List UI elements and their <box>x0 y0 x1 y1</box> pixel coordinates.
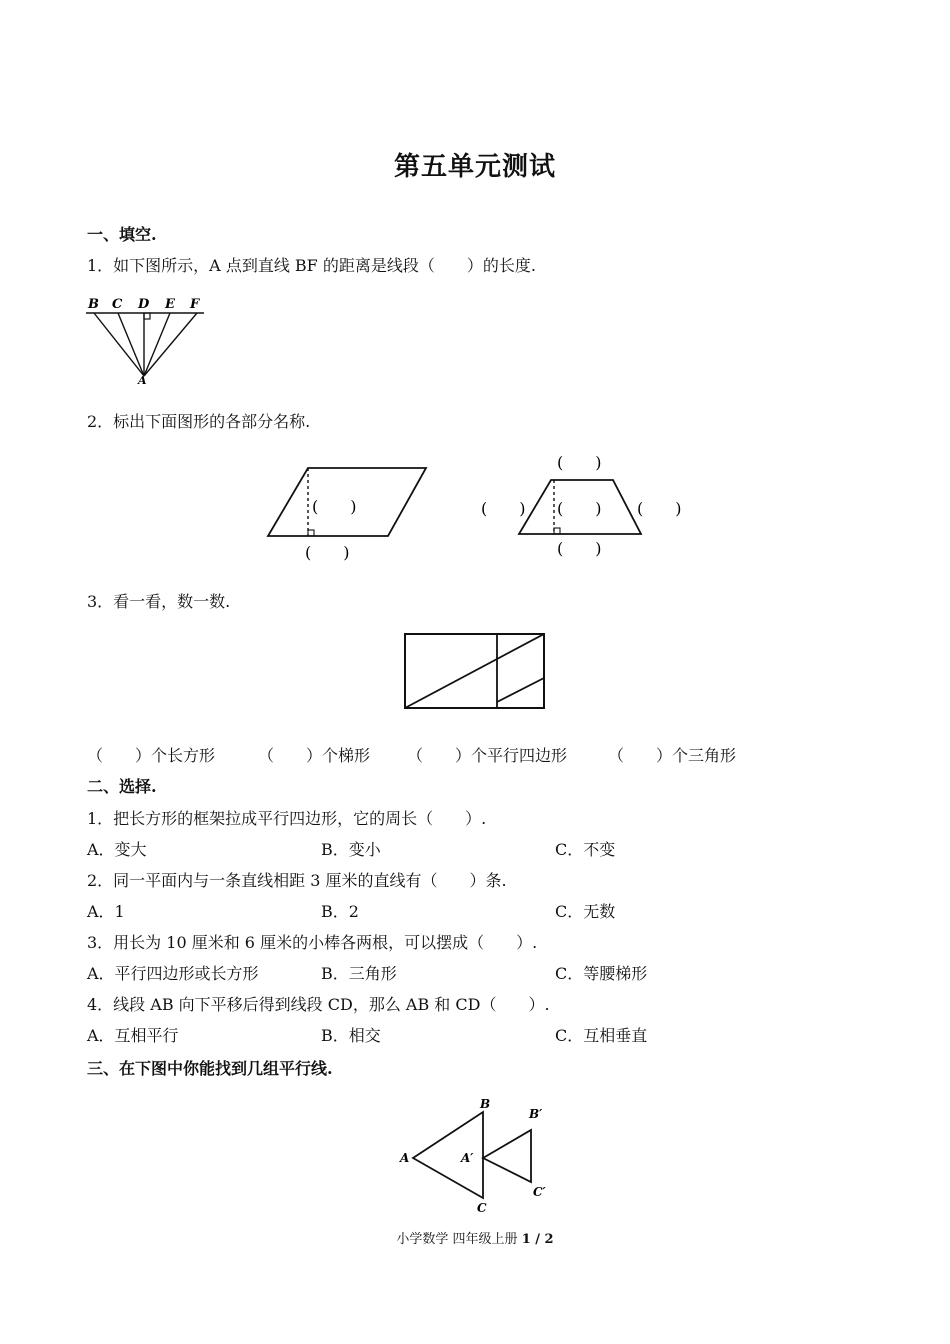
q2-2-option-b: B．2 <box>321 902 359 921</box>
figure-translated-triangles <box>395 1092 560 1222</box>
section-1-heading: 一、填空. <box>87 225 157 244</box>
q2-2-option-a: A．1 <box>87 902 125 921</box>
trapezoid-count-blank: （ ）个梯形 <box>258 746 371 765</box>
q2-3-option-c: C．等腰梯形 <box>555 964 648 983</box>
question-2-2: 2．同一平面内与一条直线相距 3 厘米的直线有（ ）条. <box>87 871 507 890</box>
point-label-a: A <box>138 374 147 386</box>
q2-3-option-a: A．平行四边形或长方形 <box>87 964 259 983</box>
figure-perpendicular-lines <box>82 294 212 386</box>
point-label-c: C <box>112 297 123 312</box>
section-2-heading: 二、选择. <box>87 777 157 796</box>
q2-4-option-b: B．相交 <box>321 1026 381 1045</box>
trapezoid-height-blank: ( ) <box>557 499 602 518</box>
question-1-1: 1．如下图所示，A 点到直线 BF 的距离是线段（ ）的长度. <box>87 256 536 275</box>
triangle-label-a-prime: A′ <box>461 1151 474 1165</box>
point-label-b: B <box>88 297 99 312</box>
rectangle-count-blank: （ ）个长方形 <box>87 746 216 765</box>
question-1-2: 2．标出下面图形的各部分名称. <box>87 412 311 431</box>
parallelogram-base-blank: ( ) <box>305 543 350 562</box>
figure-count-shapes <box>400 628 550 714</box>
question-2-3: 3．用长为 10 厘米和 6 厘米的小棒各两根，可以摆成（ ）. <box>87 933 538 952</box>
q2-2-option-c: C．无数 <box>555 902 616 921</box>
q2-1-option-b: B．变小 <box>321 840 381 859</box>
q2-1-option-a: A．变大 <box>87 840 147 859</box>
parallelogram-height-blank: ( ) <box>312 497 357 516</box>
point-label-f: F <box>190 297 200 312</box>
q2-4-option-c: C．互相垂直 <box>555 1026 648 1045</box>
page-number: 1 / 2 <box>521 1232 554 1247</box>
point-label-d: D <box>138 297 150 312</box>
section-3-heading: 三、在下图中你能找到几组平行线. <box>87 1059 333 1078</box>
page-footer <box>0 1228 950 1247</box>
question-1-3: 3．看一看，数一数. <box>87 592 231 611</box>
triangle-label-a: A <box>400 1151 410 1165</box>
trapezoid-bottom-blank: ( ) <box>557 539 602 558</box>
trapezoid-left-blank: ( ) <box>481 499 526 518</box>
question-2-4: 4．线段 AB 向下平移后得到线段 CD，那么 AB 和 CD（ ）. <box>87 995 550 1014</box>
q2-3-option-b: B．三角形 <box>321 964 397 983</box>
question-2-1: 1．把长方形的框架拉成平行四边形，它的周长（ ）. <box>87 809 487 828</box>
footer-text: 小学数学 四年级上册 <box>396 1232 518 1247</box>
q2-1-option-c: C．不变 <box>555 840 616 859</box>
triangle-label-c: C <box>477 1201 487 1215</box>
triangle-label-c-prime: C′ <box>533 1185 546 1199</box>
page-title: 第五单元测试 <box>393 152 556 182</box>
triangle-label-b-prime: B′ <box>529 1107 543 1121</box>
figure-trapezoid <box>475 450 695 565</box>
figure-parallelogram <box>262 462 432 562</box>
trapezoid-top-blank: ( ) <box>557 453 602 472</box>
triangle-count-blank: （ ）个三角形 <box>608 746 737 765</box>
triangle-label-b: B <box>480 1097 491 1111</box>
point-label-e: E <box>165 297 175 312</box>
q2-4-option-a: A．互相平行 <box>87 1026 179 1045</box>
parallelogram-count-blank: （ ）个平行四边形 <box>407 746 568 765</box>
trapezoid-right-blank: ( ) <box>637 499 682 518</box>
